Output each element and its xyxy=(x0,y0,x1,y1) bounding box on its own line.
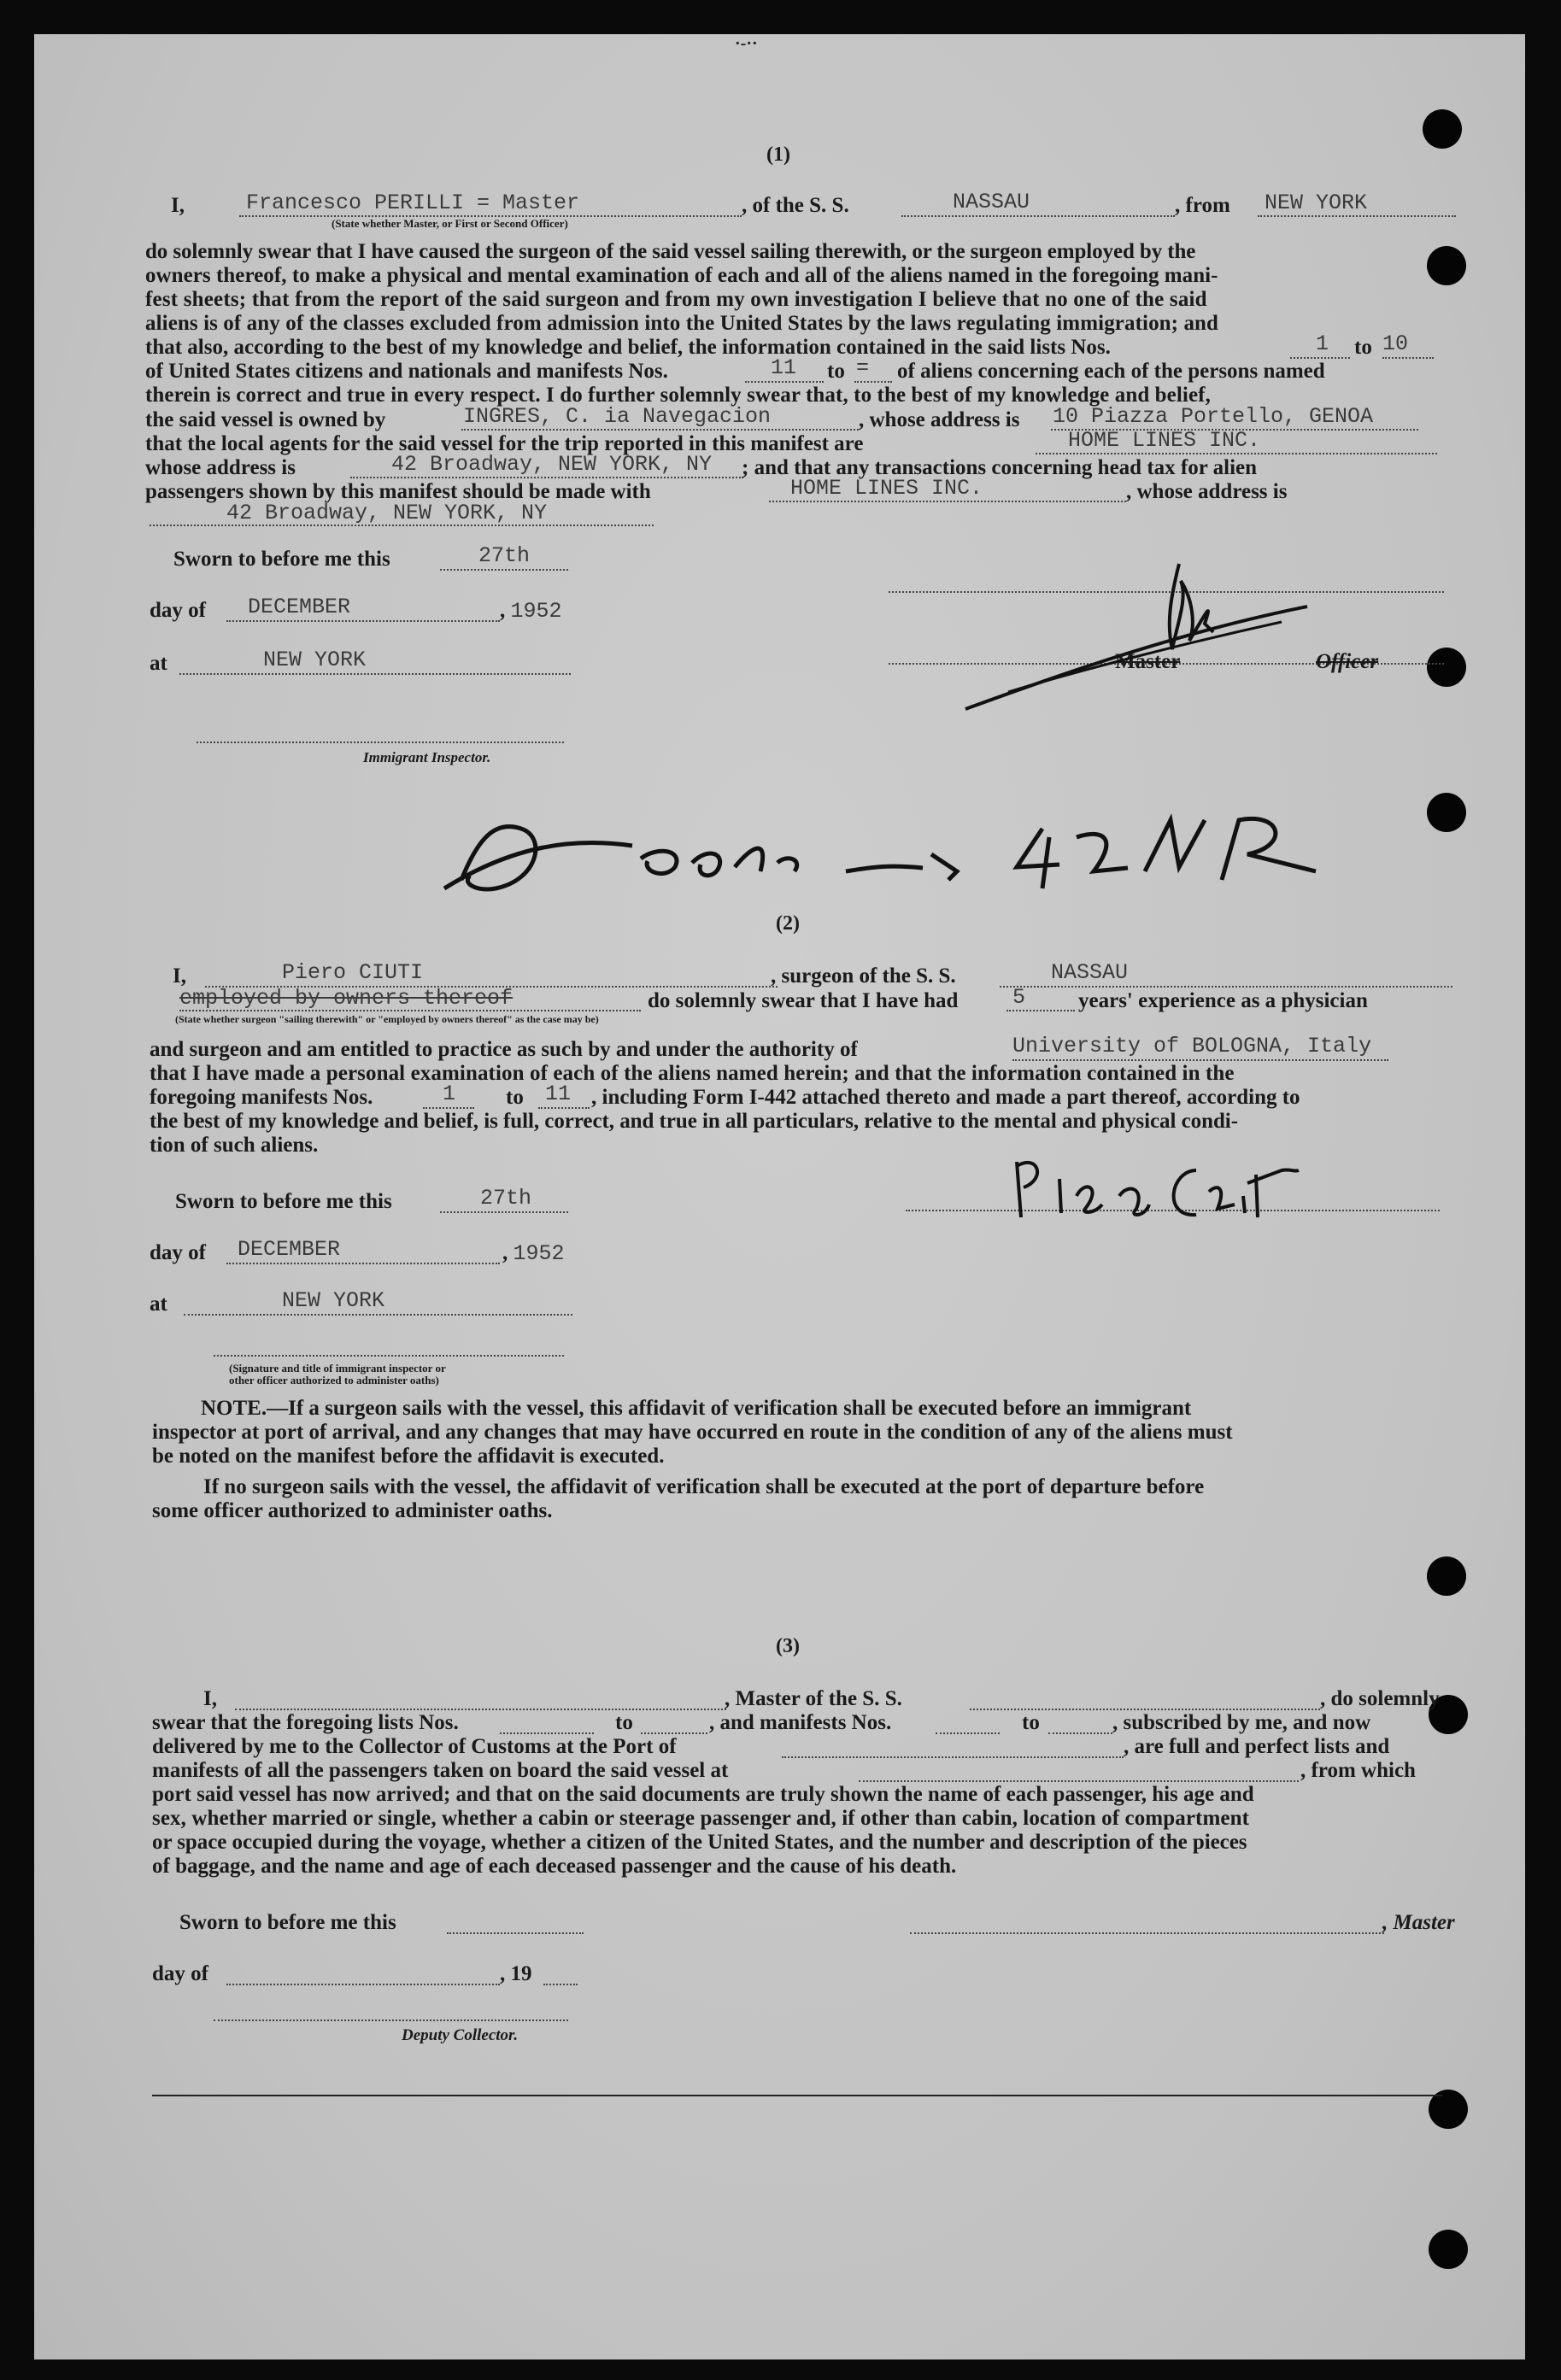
nos-from-field: 1 xyxy=(443,1082,456,1106)
sig-note-2: other officer authorized to administer oaths) xyxy=(229,1374,439,1386)
section-3-number: (3) xyxy=(776,1635,800,1657)
s2-day-of-label: day of xyxy=(150,1241,206,1264)
s3-master-signature-line xyxy=(910,1932,1384,1934)
s2-i-label: I, xyxy=(173,964,186,988)
master-name-field: Francesco PERILLI = Master xyxy=(246,191,580,215)
s3-man-from-underline xyxy=(936,1732,1000,1734)
s3-text-line: , subscribed by me, and now xyxy=(1112,1711,1371,1734)
sworn-day-field: 27th xyxy=(478,543,531,568)
s3-master-label: , Master xyxy=(1382,1911,1455,1934)
s3-text-line: , from which xyxy=(1300,1759,1416,1782)
s2-sworn-label: Sworn to before me this xyxy=(175,1190,392,1213)
from-port-field: NEW YORK xyxy=(1265,191,1368,215)
month-underline xyxy=(226,620,500,622)
punch-hole xyxy=(1427,648,1466,687)
s2-text-line: foregoing manifests Nos. xyxy=(150,1086,373,1109)
manifests-to-field: = xyxy=(856,355,870,380)
s2-sworn-day-underline xyxy=(440,1211,568,1213)
to-label: to xyxy=(506,1086,524,1109)
of-ss-label: , of the S. S. xyxy=(742,194,849,217)
s3-year-label: , 19 xyxy=(500,1962,532,1985)
swear-text-b: years' experience as a physician xyxy=(1078,989,1368,1012)
s3-sworn-day-underline xyxy=(447,1932,584,1934)
s1-line-0 xyxy=(171,193,185,219)
s1-text-line: , whose address is xyxy=(1126,480,1288,503)
bottom-rule xyxy=(152,2095,1442,2096)
s3-month-underline xyxy=(226,1984,500,1985)
swear-text: do solemnly swear that I have had xyxy=(648,989,959,1012)
master-signature xyxy=(957,547,1316,718)
manifest-affidavit-page xyxy=(34,34,1525,2359)
s1-text-line: that also, according to the best of my knowledge and belief, the information contained in the said lists Nos. xyxy=(145,336,1111,359)
s2-text-line: the best of my knowledge and belief, is full, correct, and true in all particulars, relative to the mental and physical condi- xyxy=(150,1110,1238,1133)
officer-title xyxy=(1316,649,1378,675)
headtax-with-field: HOME LINES INC. xyxy=(790,476,983,501)
top-mark: ·-·· xyxy=(735,34,758,53)
s2-at-label: at xyxy=(150,1293,167,1316)
s1-text-line: the said vessel is owned by xyxy=(145,408,386,431)
s3-i-label: I, xyxy=(203,1687,217,1710)
s3-text-line: or space occupied during the voyage, whether a citizen of the United States, and the number and description of the pieces xyxy=(152,1831,1247,1854)
s3-text-line: sex, whether married or single, whether a cabin or steerage passenger and, if other than cabin, location of compartment xyxy=(152,1807,1250,1830)
i-label: I, xyxy=(171,194,185,217)
s1-text-line: owners thereof, to make a physical and mental examination of each and all of the aliens named in the foregoing mani- xyxy=(145,264,1218,287)
s3-man-to-underline xyxy=(1048,1732,1112,1734)
place-field: NEW YORK xyxy=(263,648,367,672)
note-text: —If a surgeon sails with the vessel, this affidavit of verification shall be executed before an immigrant xyxy=(267,1397,1192,1420)
sworn-label: Sworn to before me this xyxy=(173,548,390,571)
s3-deputy-signature-line xyxy=(214,2019,568,2021)
sig-note-1: (Signature and title of immigrant inspector or xyxy=(229,1362,446,1375)
note-line: inspector at port of arrival, and any changes that may have occurred en route in the condition of any of the aliens must xyxy=(152,1421,1233,1444)
s1-text-line: of United States citizens and nationals and manifests Nos. xyxy=(145,360,668,383)
s1-text-line: , whose address is xyxy=(859,408,1020,431)
employed-field: employed by owners thereof xyxy=(179,986,513,1011)
s3-to-label: to xyxy=(1022,1711,1040,1734)
docket-handwriting xyxy=(444,786,1333,914)
master-label: Master xyxy=(1115,650,1181,673)
agents-underline xyxy=(1036,453,1437,454)
headtax-with-underline xyxy=(769,501,1126,502)
s3-solemnly-label: , do solemnly xyxy=(1320,1687,1440,1710)
s3-sworn-label: Sworn to before me this xyxy=(179,1911,396,1934)
surgeon-name-field: Piero CIUTI xyxy=(282,960,424,985)
officer-label: Officer xyxy=(1316,650,1379,673)
punch-hole xyxy=(1427,1556,1466,1596)
owner-address-field: 10 Piazza Portello, GENOA xyxy=(1053,404,1374,429)
note-line: be noted on the manifest before the affidavit is executed. xyxy=(152,1445,665,1468)
s2-year-value: 1952 xyxy=(513,1241,565,1266)
headtax-address-underline xyxy=(150,525,654,526)
s3-text-line: swear that the foregoing lists Nos. xyxy=(152,1711,459,1734)
employed-underline xyxy=(179,1010,641,1011)
from-port-underline xyxy=(1258,215,1456,217)
at-label: at xyxy=(150,652,167,675)
lists-from-field: 1 xyxy=(1316,331,1329,356)
deputy-label: Deputy Collector. xyxy=(402,2026,519,2044)
s1-text-line: that the local agents for the said vessel for the trip reported in this manifest are xyxy=(145,432,864,455)
years-field: 5 xyxy=(1012,985,1026,1010)
s2-vessel-underline xyxy=(1000,986,1452,988)
year-value: 1952 xyxy=(510,599,562,624)
lists-to-field: 10 xyxy=(1382,331,1409,356)
note-line: some officer authorized to administer oaths. xyxy=(152,1499,553,1522)
s2-text-line: and surgeon and am entitled to practice as such by and under the authority of xyxy=(150,1038,858,1061)
vessel-field: NASSAU xyxy=(953,190,1030,214)
surgeon-signature xyxy=(1000,1136,1324,1230)
s1-text-line: do solemnly swear that I have caused the surgeon of the said vessel sailing therewith, or the surgeon employed by the xyxy=(145,240,1196,263)
s2-text-line: tion of such aliens. xyxy=(150,1134,319,1157)
s2-text-line: that I have made a personal examination of each of the aliens named herein; and that the information contained in the xyxy=(150,1062,1235,1085)
s2-sworn-day-field: 27th xyxy=(480,1186,532,1211)
punch-hole xyxy=(1423,109,1462,149)
note-label: NOTE. xyxy=(201,1397,267,1420)
s1-text-line: fest sheets; that from the report of the said surgeon and from my own investigation I believe that no one of the said xyxy=(145,288,1207,311)
s2-place-underline xyxy=(184,1314,572,1316)
s3-text-line: port said vessel has now arrived; and that on the said documents are truly shown the name of each passenger, his age and xyxy=(152,1783,1254,1806)
punch-hole xyxy=(1427,793,1466,832)
s2-text-line: , including Form I-442 attached thereto and made a part thereof, according to xyxy=(591,1086,1300,1109)
inspector-signature-line xyxy=(197,742,564,743)
s1-text-line: ; and that any transactions concerning head tax for alien xyxy=(742,456,1258,479)
section-1-number: (1) xyxy=(766,144,790,166)
s3-master-of-label: , Master of the S. S. xyxy=(725,1687,902,1710)
s1-text-line: therein is correct and true in every respect. I do further solemnly swear that, to the best of my knowledge and belief, xyxy=(145,384,1211,407)
s2-officer-signature-line xyxy=(214,1355,564,1357)
s1-text-line: of aliens concerning each of the persons named xyxy=(897,360,1325,383)
headtax-address-field: 42 Broadway, NEW YORK, NY xyxy=(226,501,548,525)
punch-hole xyxy=(1427,246,1466,285)
authority-field: University of BOLOGNA, Italy xyxy=(1012,1034,1372,1058)
s3-port-underline xyxy=(782,1756,1124,1758)
agents-address-field: 42 Broadway, NEW YORK, NY xyxy=(391,452,713,477)
note-line-1 xyxy=(201,1396,1191,1422)
agents-field: HOME LINES INC. xyxy=(1068,428,1261,453)
note-line: If no surgeon sails with the vessel, the affidavit of verification shall be executed at the port of departure before xyxy=(203,1475,1205,1498)
s3-text-line: of baggage, and the name and age of each deceased passenger and the cause of his death. xyxy=(152,1855,957,1878)
s2-vessel-field: NASSAU xyxy=(1051,960,1129,985)
inspector-label: Immigrant Inspector. xyxy=(363,749,491,765)
state-note: (State whether Master, or First or Second Officer) xyxy=(332,217,568,230)
s1-text-line: aliens is of any of the classes excluded from admission into the United States by the laws regulating immigration; and xyxy=(145,312,1219,335)
year-field: , 1952 xyxy=(500,599,562,624)
s2-place-field: NEW YORK xyxy=(282,1288,385,1313)
month-field: DECEMBER xyxy=(248,595,351,619)
s2-month-field: DECEMBER xyxy=(238,1237,341,1262)
day-of-label: day of xyxy=(150,599,206,622)
manifests-from-field: 11 xyxy=(771,355,797,380)
s3-year-underline xyxy=(543,1984,578,1985)
s3-text-line: delivered by me to the Collector of Customs at the Port of xyxy=(152,1735,677,1758)
to-label: to xyxy=(1354,336,1372,359)
agents-address-underline xyxy=(350,477,743,478)
s3-text-line: , and manifests Nos. xyxy=(709,1711,892,1734)
sworn-day-underline xyxy=(440,569,568,571)
owner-field: INGRES, C. ia Navegacion xyxy=(463,404,772,429)
surgeon-of-label: , surgeon of the S. S. xyxy=(771,964,956,988)
lists-to-underline xyxy=(1382,357,1434,359)
s2-year-field: , 1952 xyxy=(502,1241,565,1266)
s2-month-underline xyxy=(226,1263,500,1264)
place-underline xyxy=(179,673,571,675)
s3-text-line: , are full and perfect lists and xyxy=(1124,1735,1390,1758)
s1-text-line: passengers shown by this manifest should be made with xyxy=(145,480,651,503)
s3-to-label: to xyxy=(615,1711,633,1734)
s2-state-note: (State whether surgeon "sailing therewith" or "employed by owners thereof" as the case may be) xyxy=(175,1013,599,1025)
s3-day-of-label: day of xyxy=(152,1962,208,1985)
vessel-underline xyxy=(901,215,1175,217)
owner-underline xyxy=(461,429,859,431)
nos-to-field: 11 xyxy=(545,1082,572,1106)
section-2-number: (2) xyxy=(776,912,800,935)
years-underline xyxy=(1006,1010,1075,1011)
to-label: to xyxy=(827,360,845,383)
s1-text-line: whose address is xyxy=(145,456,296,479)
s3-text-line: manifests of all the passengers taken on board the said vessel at xyxy=(152,1759,729,1782)
punch-hole xyxy=(1429,2230,1468,2269)
from-label: , from xyxy=(1175,194,1230,217)
